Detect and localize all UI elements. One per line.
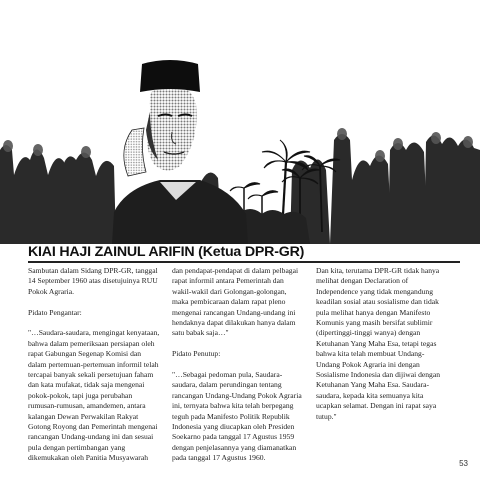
article-title: KIAI HAJI ZAINUL ARIFIN (Ketua DPR-GR) (28, 244, 305, 260)
paragraph: "…Sebagai pedoman pula, Saudara-saudara, dalam perundingan tentang rancangan Undang-Undang Pokok Agraria ini, ternyata bahwa kita telah berpegang teguh pada Manifesto Politik Republik Indonesia yang diucapkan oleh Presiden Soekarno pada tanggal 17 Agustus 1959 dengan penjelasannya yang diamanatkan pada tanggal 17 Agustus 1960. (172, 370, 302, 463)
paragraph: dan pendapat-pendapat di dalam pelbagai rapat informil antara Pemerintah dan wakil-wakil dari Golongan-golongan, maka pembicaraan dalam rapat pleno mengenai rancangan Undang-undang ini hendaknya dapat dilakukan hanya dalam satu babak saja…" (172, 266, 299, 338)
paragraph: Dan kita, terutama DPR-GR tidak hanya melihat dengan Declaration of Independence yang tidak mengandung keadilan sosial atau sosialisme dan tidak pula melihat hanya dengan Manifesto Komunis yang masih bersifat sublimir (dipertinggi-tinggi wanya) dengan Ketuhanan Yang Maha Esa, tetapi tegas bahwa kita telah membuat Undang-Undang Pokok Agraria ini dengan Sosialisme Indonesia dan dijiwai dengan Ketuhanan Yang Maha Esa. Saudara-saudara, kepada kita semuanya kita ucapkan selamat. Dengan ini rapat saya tutup." (316, 266, 441, 421)
portrait-photo (112, 60, 248, 244)
paragraph: Sambutan dalam Sidang DPR-GR, tanggal 14 September 1960 atas disetujuinya RUU Pokok Agraria. (28, 266, 158, 296)
paragraph: Pidato Penutup: (172, 349, 221, 359)
paragraph: Pidato Pengantar: (28, 307, 82, 317)
paragraph: "…Saudara-saudara, mengingat kenyataan, bahwa dalam pemeriksaan persiapan oleh rapat Gabungan Segenap Komisi dan dalam pertemuan-pertemuan informil telah tercapai banyak sekali persetujuan faham dan kata mufakat, tidak saja mengenai pokok-pokok, tapi juga perubahan rumusan-rumusan, amandemen, antara kalangan Dewan Perwakilan Rakyat Gotong Royong dan Pemerintah mengenai rancangan Undang-undang ini dan sesuai pula dengan pertimbangan yang dikemukakan oleh Panitia Musyawarah (28, 328, 160, 463)
text-column-1 (28, 266, 160, 474)
text-column-3 (316, 266, 448, 432)
page-number: 53 (459, 459, 468, 468)
text-column-2 (172, 266, 304, 474)
title-underline (28, 261, 460, 263)
